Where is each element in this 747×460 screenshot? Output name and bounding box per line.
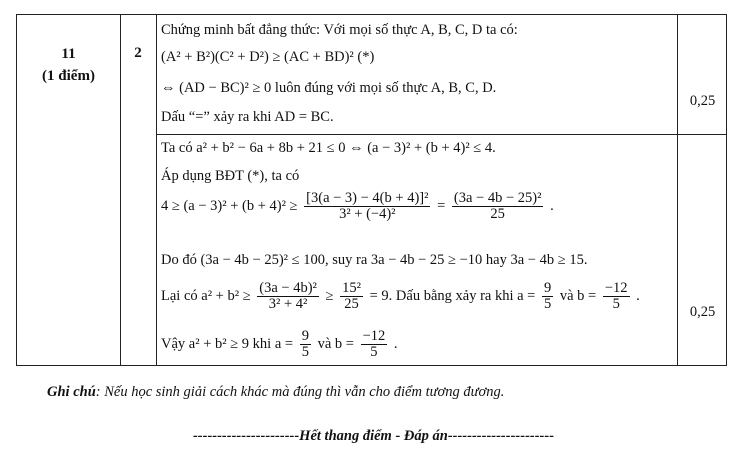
answer-table (16, 14, 727, 366)
end-of-answer-key: ----------------------Hết thang điểm - Đáp án---------------------- (192, 428, 555, 444)
block1-line4: Dấu “=” xảy ra khi AD = BC. (161, 109, 334, 125)
row-divider (156, 134, 726, 135)
column-divider (120, 15, 121, 365)
block2-score: 0,25 (689, 304, 716, 320)
question-points: (1 điểm) (42, 68, 95, 84)
question-part: 2 (134, 45, 142, 61)
column-divider (156, 15, 157, 365)
block2-line1: Ta có a² + b² − 6a + 8b + 21 ≤ 0 ⇔ (a − 3)² + (b + 4)² ≤ 4. (161, 140, 496, 156)
question-number: 11 (61, 46, 76, 62)
block2-line6: Vậy a² + b² ≥ 9 khi a = $\frac{9}{5}$ và b = $\frac{-12}{5}$ . (161, 328, 398, 360)
fraction: $\frac{-12}{5}$ (604, 280, 628, 312)
block1-line1: Chứng minh bất đẳng thức: Với mọi số thực A, B, C, D ta có: (161, 22, 518, 38)
block1-score: 0,25 (689, 93, 716, 109)
block2-line2: Áp dụng BĐT (*), ta có (161, 168, 300, 184)
block1-line3: ⇔ (AD − BC)² ≥ 0 luôn đúng với mọi số thực A, B, C, D. (161, 80, 497, 96)
fraction: $\frac{\text{[3(a − 3) − 4(b + 4)]²}}{\text{3² + (−4)²}}$ (306, 190, 429, 222)
note (47, 384, 504, 401)
block2-line5: Lại có a² + b² ≥ $\frac{\text{(3a − 4b)²}}{\text{3² + 4²}}$ ≥ $\frac{\text{15²}}{25}$ = 9. Dấu bằng xảy ra khi a = $\frac{9}{5}$ và b = $\frac{-12}{5}$ . (161, 280, 640, 312)
block2-line4: Do đó (3a − 4b − 25)² ≤ 100, suy ra 3a − 4b − 25 ≥ −10 hay 3a − 4b ≥ 15. (161, 252, 588, 268)
fraction: $\frac{\text{(3a − 4b)²}}{\text{3² + 4²}}$ (259, 280, 317, 312)
block2-line3: 4 ≥ (a − 3)² + (b + 4)² ≥ $\frac{\text{[3(a − 3) − 4(b + 4)]²}}{\text{3² + (−4)²}}$ = $\frac{\text{(3a − 4b − 25)²}}{25}$ . (161, 190, 554, 222)
question-number-cell (17, 43, 120, 87)
fraction: $\frac{\text{(3a − 4b − 25)²}}{25}$ (453, 190, 542, 222)
fraction: $\frac{-12}{5}$ (362, 328, 386, 360)
fraction: $\frac{\text{15²}}{25}$ (342, 280, 361, 312)
note-text: : Nếu học sinh giải cách khác mà đúng thì vẫn cho điểm tương đương. (95, 384, 505, 400)
block1-line2: (A² + B²)(C² + D²) ≥ (AC + BD)² (*) (161, 49, 375, 65)
fraction: $\frac{9}{5}$ (543, 280, 552, 312)
note-label: Ghi chú (47, 384, 96, 400)
fraction: $\frac{9}{5}$ (301, 328, 309, 360)
